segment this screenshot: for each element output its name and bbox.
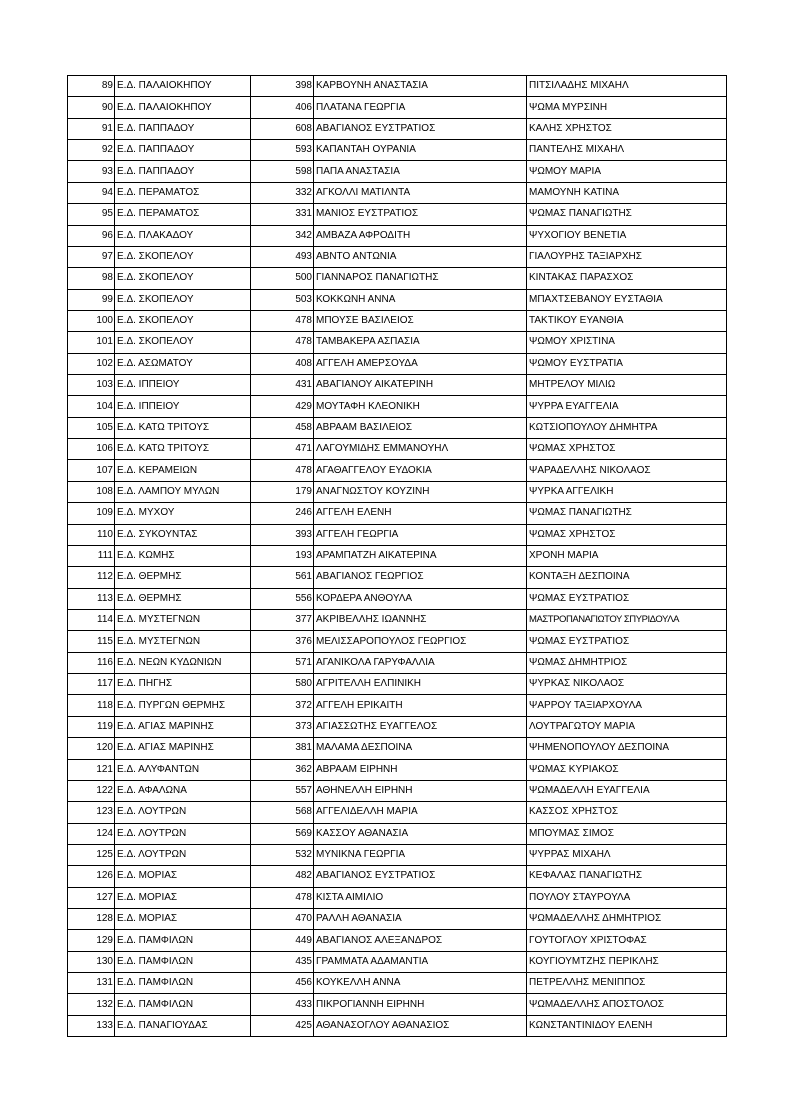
code-cell: 561 bbox=[251, 567, 314, 588]
row-number-cell: 90 bbox=[68, 97, 115, 118]
table-body bbox=[68, 76, 727, 1037]
table-row bbox=[68, 652, 727, 673]
school-unit-cell: Ε.Δ. ΠΗΓΗΣ bbox=[115, 674, 251, 695]
row-number-cell: 110 bbox=[68, 524, 115, 545]
teacher-name-cell: ΑΓΓΕΛΗ ΑΜΕΡΣΟΥΔΑ bbox=[314, 353, 527, 374]
code-cell: 433 bbox=[251, 994, 314, 1015]
representative-name-cell: ΠΟΥΛΟΥ ΣΤΑΥΡΟΥΛΑ bbox=[527, 887, 727, 908]
code-cell: 408 bbox=[251, 353, 314, 374]
school-unit-cell: Ε.Δ. ΑΓΙΑΣ ΜΑΡΙΝΗΣ bbox=[115, 716, 251, 737]
representative-name-cell: ΚΩΝΣΤΑΝΤΙΝΙΔΟΥ ΕΛΕΝΗ bbox=[527, 1015, 727, 1036]
school-unit-cell: Ε.Δ. ΠΑΜΦΙΛΩΝ bbox=[115, 930, 251, 951]
code-cell: 429 bbox=[251, 396, 314, 417]
teacher-name-cell: ΚΑΡΒΟΥΝΗ ΑΝΑΣΤΑΣΙΑ bbox=[314, 76, 527, 97]
representative-name-cell: ΨΩΜΑΣ ΧΡΗΣΤΟΣ bbox=[527, 439, 727, 460]
school-unit-cell: Ε.Δ. ΠΛΑΚΑΔΟΥ bbox=[115, 225, 251, 246]
representative-name-cell: ΓΙΑΛΟΥΡΗΣ ΤΑΞΙΑΡΧΗΣ bbox=[527, 246, 727, 267]
school-unit-cell: Ε.Δ. ΠΥΡΓΩΝ ΘΕΡΜΗΣ bbox=[115, 695, 251, 716]
representative-name-cell: ΨΩΜΑΔΕΛΛΗΣ ΔΗΜΗΤΡΙΟΣ bbox=[527, 909, 727, 930]
table-row bbox=[68, 460, 727, 481]
table-row bbox=[68, 204, 727, 225]
representative-name-cell: ΨΑΡΡΟΥ ΤΑΞΙΑΡΧΟΥΛΑ bbox=[527, 695, 727, 716]
teacher-name-cell: ΑΓΑΘΑΓΓΕΛΟΥ ΕΥΔΟΚΙΑ bbox=[314, 460, 527, 481]
representative-name-cell: ΚΩΤΣΙΟΠΟΥΛΟΥ ΔΗΜΗΤΡΑ bbox=[527, 417, 727, 438]
table-row bbox=[68, 631, 727, 652]
table-row bbox=[68, 844, 727, 865]
school-unit-cell: Ε.Δ. ΚΩΜΗΣ bbox=[115, 545, 251, 566]
representative-name-cell: ΜΗΤΡΕΛΟΥ ΜΙΛΙΩ bbox=[527, 375, 727, 396]
school-unit-cell: Ε.Δ. ΠΑΜΦΙΛΩΝ bbox=[115, 951, 251, 972]
table-row bbox=[68, 417, 727, 438]
row-number-cell: 133 bbox=[68, 1015, 115, 1036]
teacher-name-cell: ΑΓΙΑΣΣΩΤΗΣ ΕΥΑΓΓΕΛΟΣ bbox=[314, 716, 527, 737]
code-cell: 372 bbox=[251, 695, 314, 716]
row-number-cell: 94 bbox=[68, 182, 115, 203]
code-cell: 342 bbox=[251, 225, 314, 246]
row-number-cell: 98 bbox=[68, 268, 115, 289]
school-unit-cell: Ε.Δ. ΑΣΩΜΑΤΟΥ bbox=[115, 353, 251, 374]
representative-name-cell: ΠΑΝΤΕΛΗΣ ΜΙΧΑΗΛ bbox=[527, 140, 727, 161]
code-cell: 478 bbox=[251, 887, 314, 908]
representative-name-cell: ΨΩΜΑΣ ΚΥΡΙΑΚΟΣ bbox=[527, 759, 727, 780]
table-row bbox=[68, 76, 727, 97]
code-cell: 503 bbox=[251, 289, 314, 310]
table-row bbox=[68, 524, 727, 545]
table-row bbox=[68, 118, 727, 139]
teacher-name-cell: ΑΒΡΑΑΜ ΒΑΣΙΛΕΙΟΣ bbox=[314, 417, 527, 438]
row-number-cell: 120 bbox=[68, 738, 115, 759]
table-row bbox=[68, 396, 727, 417]
school-unit-cell: Ε.Δ. ΚΑΤΩ ΤΡΙΤΟΥΣ bbox=[115, 439, 251, 460]
code-cell: 456 bbox=[251, 973, 314, 994]
representative-name-cell: ΨΩΜΟΥ ΧΡΙΣΤΙΝΑ bbox=[527, 332, 727, 353]
table-row bbox=[68, 481, 727, 502]
code-cell: 482 bbox=[251, 866, 314, 887]
school-unit-cell: Ε.Δ. ΠΑΜΦΙΛΩΝ bbox=[115, 973, 251, 994]
row-number-cell: 91 bbox=[68, 118, 115, 139]
teacher-name-cell: ΑΓΓΕΛΗ ΕΡΙΚΑΙΤΗ bbox=[314, 695, 527, 716]
code-cell: 398 bbox=[251, 76, 314, 97]
teacher-name-cell: ΑΓΡΙΤΕΛΛΗ ΕΛΠΙΝΙΚΗ bbox=[314, 674, 527, 695]
representative-name-cell: ΨΩΜΟΥ ΜΑΡΙΑ bbox=[527, 161, 727, 182]
table-row bbox=[68, 930, 727, 951]
school-unit-cell: Ε.Δ. ΜΥΧΟΥ bbox=[115, 503, 251, 524]
row-number-cell: 124 bbox=[68, 823, 115, 844]
teacher-name-cell: ΑΘΗΝΕΛΛΗ ΕΙΡΗΝΗ bbox=[314, 780, 527, 801]
representative-name-cell: ΨΥΡΡΑΣ ΜΙΧΑΗΛ bbox=[527, 844, 727, 865]
table-row bbox=[68, 823, 727, 844]
table-row bbox=[68, 353, 727, 374]
school-unit-cell: Ε.Δ. ΜΥΣΤΕΓΝΩΝ bbox=[115, 631, 251, 652]
teacher-name-cell: ΑΓΓΕΛΗ ΕΛΕΝΗ bbox=[314, 503, 527, 524]
school-unit-cell: Ε.Δ. ΣΚΟΠΕΛΟΥ bbox=[115, 246, 251, 267]
row-number-cell: 93 bbox=[68, 161, 115, 182]
representative-name-cell: ΚΟΝΤΑΞΗ ΔΕΣΠΟΙΝΑ bbox=[527, 567, 727, 588]
table-row bbox=[68, 738, 727, 759]
row-number-cell: 126 bbox=[68, 866, 115, 887]
row-number-cell: 132 bbox=[68, 994, 115, 1015]
school-unit-cell: Ε.Δ. ΠΑΠΠΑΔΟΥ bbox=[115, 161, 251, 182]
school-unit-cell: Ε.Δ. ΣΚΟΠΕΛΟΥ bbox=[115, 310, 251, 331]
row-number-cell: 95 bbox=[68, 204, 115, 225]
teacher-name-cell: ΑΒΑΓΙΑΝΟΣ ΑΛΕΞΑΝΔΡΟΣ bbox=[314, 930, 527, 951]
row-number-cell: 114 bbox=[68, 609, 115, 630]
code-cell: 435 bbox=[251, 951, 314, 972]
table-row bbox=[68, 973, 727, 994]
teacher-name-cell: ΑΒΝΤΟ ΑΝΤΩΝΙΑ bbox=[314, 246, 527, 267]
table-row bbox=[68, 332, 727, 353]
table-row bbox=[68, 716, 727, 737]
code-cell: 471 bbox=[251, 439, 314, 460]
representative-name-cell: ΠΕΤΡΕΛΛΗΣ ΜΕΝΙΠΠΟΣ bbox=[527, 973, 727, 994]
row-number-cell: 103 bbox=[68, 375, 115, 396]
code-cell: 377 bbox=[251, 609, 314, 630]
teacher-name-cell: ΚΟΥΚΕΛΛΗ ΑΝΝΑ bbox=[314, 973, 527, 994]
teacher-name-cell: ΑΓΑΝΙΚΟΛΑ ΓΑΡΥΦΑΛΛΙΑ bbox=[314, 652, 527, 673]
representative-name-cell: ΚΕΦΑΛΑΣ ΠΑΝΑΓΙΩΤΗΣ bbox=[527, 866, 727, 887]
teacher-name-cell: ΚΟΡΔΕΡΑ ΑΝΘΟΥΛΑ bbox=[314, 588, 527, 609]
school-unit-cell: Ε.Δ. ΑΛΥΦΑΝΤΩΝ bbox=[115, 759, 251, 780]
teacher-name-cell: ΓΡΑΜΜΑΤΑ ΑΔΑΜΑΝΤΙΑ bbox=[314, 951, 527, 972]
code-cell: 373 bbox=[251, 716, 314, 737]
teacher-name-cell: ΑΒΑΓΙΑΝΟΣ ΕΥΣΤΡΑΤΙΟΣ bbox=[314, 118, 527, 139]
code-cell: 478 bbox=[251, 332, 314, 353]
school-unit-cell: Ε.Δ. ΚΑΤΩ ΤΡΙΤΟΥΣ bbox=[115, 417, 251, 438]
code-cell: 571 bbox=[251, 652, 314, 673]
representative-name-cell: ΨΩΜΑΣ ΠΑΝΑΓΙΩΤΗΣ bbox=[527, 503, 727, 524]
code-cell: 376 bbox=[251, 631, 314, 652]
code-cell: 557 bbox=[251, 780, 314, 801]
teacher-name-cell: ΤΑΜΒΑΚΕΡΑ ΑΣΠΑΣΙΑ bbox=[314, 332, 527, 353]
representative-name-cell: ΨΩΜΑΔΕΛΛΗΣ ΑΠΟΣΤΟΛΟΣ bbox=[527, 994, 727, 1015]
representative-name-cell: ΨΑΡΑΔΕΛΛΗΣ ΝΙΚΟΛΑΟΣ bbox=[527, 460, 727, 481]
school-unit-cell: Ε.Δ. ΜΟΡΙΑΣ bbox=[115, 887, 251, 908]
row-number-cell: 97 bbox=[68, 246, 115, 267]
code-cell: 598 bbox=[251, 161, 314, 182]
teacher-name-cell: ΜΕΛΙΣΣΑΡΟΠΟΥΛΟΣ ΓΕΩΡΓΙΟΣ bbox=[314, 631, 527, 652]
code-cell: 593 bbox=[251, 140, 314, 161]
representative-name-cell: ΜΠΑΧΤΣΕΒΑΝΟΥ ΕΥΣΤΑΘΙΑ bbox=[527, 289, 727, 310]
school-unit-cell: Ε.Δ. ΠΑΠΠΑΔΟΥ bbox=[115, 118, 251, 139]
school-unit-cell: Ε.Δ. ΠΑΜΦΙΛΩΝ bbox=[115, 994, 251, 1015]
teacher-name-cell: ΑΓΓΕΛΙΔΕΛΛΗ ΜΑΡΙΑ bbox=[314, 802, 527, 823]
code-cell: 478 bbox=[251, 460, 314, 481]
representative-name-cell: ΨΩΜΑΣ ΕΥΣΤΡΑΤΙΟΣ bbox=[527, 631, 727, 652]
school-unit-cell: Ε.Δ. ΣΚΟΠΕΛΟΥ bbox=[115, 332, 251, 353]
representative-name-cell: ΨΥΡΡΑ ΕΥΑΓΓΕΛΙΑ bbox=[527, 396, 727, 417]
table-row bbox=[68, 588, 727, 609]
teacher-name-cell: ΚΑΣΣΟΥ ΑΘΑΝΑΣΙΑ bbox=[314, 823, 527, 844]
school-unit-cell: Ε.Δ. ΘΕΡΜΗΣ bbox=[115, 567, 251, 588]
assignments-table bbox=[67, 75, 727, 1037]
representative-name-cell: ΚΑΣΣΟΣ ΧΡΗΣΤΟΣ bbox=[527, 802, 727, 823]
teacher-name-cell: ΜΑΛΑΜΑ ΔΕΣΠΟΙΝΑ bbox=[314, 738, 527, 759]
school-unit-cell: Ε.Δ. ΑΦΑΛΩΝΑ bbox=[115, 780, 251, 801]
table-row bbox=[68, 951, 727, 972]
teacher-name-cell: ΑΒΑΓΙΑΝΟΣ ΓΕΩΡΓΙΟΣ bbox=[314, 567, 527, 588]
table-row bbox=[68, 567, 727, 588]
row-number-cell: 125 bbox=[68, 844, 115, 865]
teacher-name-cell: ΑΓΓΕΛΗ ΓΕΩΡΓΙΑ bbox=[314, 524, 527, 545]
code-cell: 569 bbox=[251, 823, 314, 844]
school-unit-cell: Ε.Δ. ΚΕΡΑΜΕΙΩΝ bbox=[115, 460, 251, 481]
code-cell: 449 bbox=[251, 930, 314, 951]
row-number-cell: 102 bbox=[68, 353, 115, 374]
row-number-cell: 128 bbox=[68, 909, 115, 930]
row-number-cell: 92 bbox=[68, 140, 115, 161]
row-number-cell: 115 bbox=[68, 631, 115, 652]
row-number-cell: 121 bbox=[68, 759, 115, 780]
representative-name-cell: ΨΥΡΚΑΣ ΝΙΚΟΛΑΟΣ bbox=[527, 674, 727, 695]
teacher-name-cell: ΑΒΑΓΙΑΝΟΥ ΑΙΚΑΤΕΡΙΝΗ bbox=[314, 375, 527, 396]
representative-name-cell: ΚΙΝΤΑΚΑΣ ΠΑΡΑΣΧΟΣ bbox=[527, 268, 727, 289]
school-unit-cell: Ε.Δ. ΙΠΠΕΙΟΥ bbox=[115, 396, 251, 417]
school-unit-cell: Ε.Δ. ΣΚΟΠΕΛΟΥ bbox=[115, 289, 251, 310]
school-unit-cell: Ε.Δ. ΠΑΠΠΑΔΟΥ bbox=[115, 140, 251, 161]
table-row bbox=[68, 759, 727, 780]
code-cell: 179 bbox=[251, 481, 314, 502]
table-row bbox=[68, 780, 727, 801]
teacher-name-cell: ΜΟΥΤΑΦΗ ΚΛΕΟΝΙΚΗ bbox=[314, 396, 527, 417]
teacher-name-cell: ΑΒΑΓΙΑΝΟΣ ΕΥΣΤΡΑΤΙΟΣ bbox=[314, 866, 527, 887]
row-number-cell: 112 bbox=[68, 567, 115, 588]
school-unit-cell: Ε.Δ. ΜΥΣΤΕΓΝΩΝ bbox=[115, 609, 251, 630]
teacher-name-cell: ΚΟΚΚΩΝΗ ΑΝΝΑ bbox=[314, 289, 527, 310]
representative-name-cell: ΨΥΡΚΑ ΑΓΓΕΛΙΚΗ bbox=[527, 481, 727, 502]
representative-name-cell: ΠΙΤΣΙΛΑΔΗΣ ΜΙΧΑΗΛ bbox=[527, 76, 727, 97]
table-row bbox=[68, 97, 727, 118]
teacher-name-cell: ΠΑΠΑ ΑΝΑΣΤΑΣΙΑ bbox=[314, 161, 527, 182]
school-unit-cell: Ε.Δ. ΠΑΝΑΓΙΟΥΔΑΣ bbox=[115, 1015, 251, 1036]
code-cell: 431 bbox=[251, 375, 314, 396]
teacher-name-cell: ΑΓΚΟΛΛΙ ΜΑΤΙΛΝΤΑ bbox=[314, 182, 527, 203]
representative-name-cell: ΨΗΜΕΝΟΠΟΥΛΟΥ ΔΕΣΠΟΙΝΑ bbox=[527, 738, 727, 759]
row-number-cell: 129 bbox=[68, 930, 115, 951]
row-number-cell: 106 bbox=[68, 439, 115, 460]
row-number-cell: 104 bbox=[68, 396, 115, 417]
school-unit-cell: Ε.Δ. ΜΟΡΙΑΣ bbox=[115, 909, 251, 930]
row-number-cell: 117 bbox=[68, 674, 115, 695]
school-unit-cell: Ε.Δ. ΛΟΥΤΡΩΝ bbox=[115, 844, 251, 865]
school-unit-cell: Ε.Δ. ΠΑΛΑΙΟΚΗΠΟΥ bbox=[115, 76, 251, 97]
school-unit-cell: Ε.Δ. ΝΕΩΝ ΚΥΔΩΝΙΩΝ bbox=[115, 652, 251, 673]
teacher-name-cell: ΡΑΛΛΗ ΑΘΑΝΑΣΙΑ bbox=[314, 909, 527, 930]
teacher-name-cell: ΜΑΝΙΟΣ ΕΥΣΤΡΑΤΙΟΣ bbox=[314, 204, 527, 225]
teacher-name-cell: ΚΑΠΑΝΤΑΗ ΟΥΡΑΝΙΑ bbox=[314, 140, 527, 161]
code-cell: 332 bbox=[251, 182, 314, 203]
table-row bbox=[68, 545, 727, 566]
representative-name-cell: ΜΑΜΟΥΝΗ ΚΑΤΙΝΑ bbox=[527, 182, 727, 203]
table-row bbox=[68, 161, 727, 182]
representative-name-cell: ΨΩΜΑ ΜΥΡΣΙΝΗ bbox=[527, 97, 727, 118]
school-unit-cell: Ε.Δ. ΛΟΥΤΡΩΝ bbox=[115, 802, 251, 823]
representative-name-cell: ΚΑΛΗΣ ΧΡΗΣΤΟΣ bbox=[527, 118, 727, 139]
code-cell: 331 bbox=[251, 204, 314, 225]
representative-name-cell: ΜΠΟΥΜΑΣ ΣΙΜΟΣ bbox=[527, 823, 727, 844]
school-unit-cell: Ε.Δ. ΜΟΡΙΑΣ bbox=[115, 866, 251, 887]
row-number-cell: 96 bbox=[68, 225, 115, 246]
code-cell: 608 bbox=[251, 118, 314, 139]
representative-name-cell: ΧΡΟΝΗ ΜΑΡΙΑ bbox=[527, 545, 727, 566]
code-cell: 532 bbox=[251, 844, 314, 865]
teacher-name-cell: ΠΛΑΤΑΝΑ ΓΕΩΡΓΙΑ bbox=[314, 97, 527, 118]
teacher-name-cell: ΑΝΑΓΝΩΣΤΟΥ ΚΟΥΖΙΝΗ bbox=[314, 481, 527, 502]
school-unit-cell: Ε.Δ. ΛΟΥΤΡΩΝ bbox=[115, 823, 251, 844]
teacher-name-cell: ΑΘΑΝΑΣΟΓΛΟΥ ΑΘΑΝΑΣΙΟΣ bbox=[314, 1015, 527, 1036]
school-unit-cell: Ε.Δ. ΛΑΜΠΟΥ ΜΥΛΩΝ bbox=[115, 481, 251, 502]
row-number-cell: 107 bbox=[68, 460, 115, 481]
representative-name-cell: ΨΩΜΟΥ ΕΥΣΤΡΑΤΙΑ bbox=[527, 353, 727, 374]
table-row bbox=[68, 866, 727, 887]
representative-name-cell: ΨΥΧΟΓΙΟΥ ΒΕΝΕΤΙΑ bbox=[527, 225, 727, 246]
code-cell: 246 bbox=[251, 503, 314, 524]
row-number-cell: 89 bbox=[68, 76, 115, 97]
code-cell: 478 bbox=[251, 310, 314, 331]
table-row bbox=[68, 225, 727, 246]
code-cell: 580 bbox=[251, 674, 314, 695]
representative-name-cell: ΚΟΥΓΙΟΥΜΤΖΗΣ ΠΕΡΙΚΛΗΣ bbox=[527, 951, 727, 972]
teacher-name-cell: ΛΑΓΟΥΜΙΔΗΣ ΕΜΜΑΝΟΥΗΛ bbox=[314, 439, 527, 460]
code-cell: 500 bbox=[251, 268, 314, 289]
code-cell: 568 bbox=[251, 802, 314, 823]
code-cell: 362 bbox=[251, 759, 314, 780]
school-unit-cell: Ε.Δ. ΑΓΙΑΣ ΜΑΡΙΝΗΣ bbox=[115, 738, 251, 759]
table-row bbox=[68, 887, 727, 908]
table-row bbox=[68, 375, 727, 396]
representative-name-cell: ΨΩΜΑΔΕΛΛΗ ΕΥΑΓΓΕΛΙΑ bbox=[527, 780, 727, 801]
representative-name-cell: ΨΩΜΑΣ ΠΑΝΑΓΙΩΤΗΣ bbox=[527, 204, 727, 225]
representative-name-cell: ΤΑΚΤΙΚΟΥ ΕΥΑΝΘΙΑ bbox=[527, 310, 727, 331]
table-row bbox=[68, 802, 727, 823]
table-row bbox=[68, 182, 727, 203]
table-row bbox=[68, 994, 727, 1015]
teacher-name-cell: ΜΠΟΥΣΕ ΒΑΣΙΛΕΙΟΣ bbox=[314, 310, 527, 331]
code-cell: 458 bbox=[251, 417, 314, 438]
row-number-cell: 100 bbox=[68, 310, 115, 331]
teacher-name-cell: ΚΙΣΤΑ ΑΙΜΙΛΙΟ bbox=[314, 887, 527, 908]
row-number-cell: 116 bbox=[68, 652, 115, 673]
row-number-cell: 118 bbox=[68, 695, 115, 716]
table-row bbox=[68, 674, 727, 695]
code-cell: 493 bbox=[251, 246, 314, 267]
school-unit-cell: Ε.Δ. ΙΠΠΕΙΟΥ bbox=[115, 375, 251, 396]
row-number-cell: 101 bbox=[68, 332, 115, 353]
code-cell: 425 bbox=[251, 1015, 314, 1036]
teacher-name-cell: ΑΚΡΙΒΕΛΛΗΣ ΙΩΑΝΝΗΣ bbox=[314, 609, 527, 630]
representative-name-cell: ΛΟΥΤΡΑΓΩΤΟΥ ΜΑΡΙΑ bbox=[527, 716, 727, 737]
table-row bbox=[68, 609, 727, 630]
row-number-cell: 113 bbox=[68, 588, 115, 609]
representative-name-cell: ΓΟΥΤΟΓΛΟΥ ΧΡΙΣΤΟΦΑΣ bbox=[527, 930, 727, 951]
teacher-name-cell: ΑΡΑΜΠΑΤΖΗ ΑΙΚΑΤΕΡΙΝΑ bbox=[314, 545, 527, 566]
row-number-cell: 99 bbox=[68, 289, 115, 310]
code-cell: 406 bbox=[251, 97, 314, 118]
school-unit-cell: Ε.Δ. ΠΑΛΑΙΟΚΗΠΟΥ bbox=[115, 97, 251, 118]
table-row bbox=[68, 695, 727, 716]
table-row bbox=[68, 310, 727, 331]
row-number-cell: 111 bbox=[68, 545, 115, 566]
row-number-cell: 119 bbox=[68, 716, 115, 737]
representative-name-cell: ΨΩΜΑΣ ΧΡΗΣΤΟΣ bbox=[527, 524, 727, 545]
code-cell: 193 bbox=[251, 545, 314, 566]
table-row bbox=[68, 289, 727, 310]
row-number-cell: 130 bbox=[68, 951, 115, 972]
teacher-name-cell: ΠΙΚΡΟΓΙΑΝΝΗ ΕΙΡΗΝΗ bbox=[314, 994, 527, 1015]
table-row bbox=[68, 246, 727, 267]
representative-name-cell: ΜΑΣΤΡΟΠΑΝΑΓΙΩΤΟΥ ΣΠΥΡΙΔΟΥΛΑ bbox=[527, 609, 727, 630]
row-number-cell: 122 bbox=[68, 780, 115, 801]
school-unit-cell: Ε.Δ. ΘΕΡΜΗΣ bbox=[115, 588, 251, 609]
table-row bbox=[68, 1015, 727, 1036]
row-number-cell: 108 bbox=[68, 481, 115, 502]
code-cell: 556 bbox=[251, 588, 314, 609]
representative-name-cell: ΨΩΜΑΣ ΕΥΣΤΡΑΤΙΟΣ bbox=[527, 588, 727, 609]
row-number-cell: 131 bbox=[68, 973, 115, 994]
table-row bbox=[68, 439, 727, 460]
school-unit-cell: Ε.Δ. ΠΕΡΑΜΑΤΟΣ bbox=[115, 182, 251, 203]
table-row bbox=[68, 909, 727, 930]
row-number-cell: 109 bbox=[68, 503, 115, 524]
representative-name-cell: ΨΩΜΑΣ ΔΗΜΗΤΡΙΟΣ bbox=[527, 652, 727, 673]
teacher-name-cell: ΑΒΡΑΑΜ ΕΙΡΗΝΗ bbox=[314, 759, 527, 780]
table-row bbox=[68, 503, 727, 524]
row-number-cell: 105 bbox=[68, 417, 115, 438]
code-cell: 381 bbox=[251, 738, 314, 759]
teacher-name-cell: ΜΥΝΙΚΝΑ ΓΕΩΡΓΙΑ bbox=[314, 844, 527, 865]
code-cell: 470 bbox=[251, 909, 314, 930]
school-unit-cell: Ε.Δ. ΠΕΡΑΜΑΤΟΣ bbox=[115, 204, 251, 225]
teacher-name-cell: ΑΜΒΑΖΑ ΑΦΡΟΔΙΤΗ bbox=[314, 225, 527, 246]
school-unit-cell: Ε.Δ. ΣΚΟΠΕΛΟΥ bbox=[115, 268, 251, 289]
table-row bbox=[68, 140, 727, 161]
teacher-name-cell: ΓΙΑΝΝΑΡΟΣ ΠΑΝΑΓΙΩΤΗΣ bbox=[314, 268, 527, 289]
row-number-cell: 127 bbox=[68, 887, 115, 908]
code-cell: 393 bbox=[251, 524, 314, 545]
school-unit-cell: Ε.Δ. ΣΥΚΟΥΝΤΑΣ bbox=[115, 524, 251, 545]
row-number-cell: 123 bbox=[68, 802, 115, 823]
table-row bbox=[68, 268, 727, 289]
